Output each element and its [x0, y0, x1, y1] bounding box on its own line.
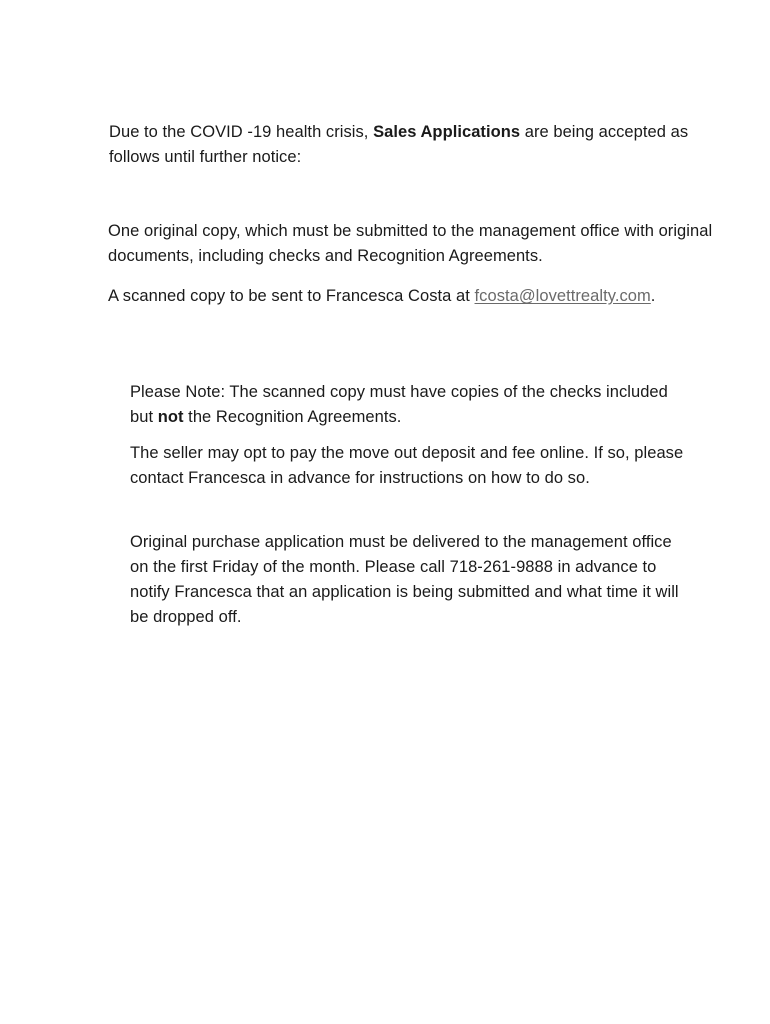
intro-paragraph — [109, 120, 689, 170]
scanned-copy-text: A scanned copy to be sent to Francesca Costa at — [108, 287, 475, 305]
scanned-copy-period: . — [650, 287, 656, 305]
scanned-copy-paragraph — [108, 284, 728, 309]
note-delivery-instructions: Original purchase application must be delivered to the management office on the first Friday of the month. Please call 718-261-9888 in advance to notify Francesca that an application is being submitted and what time it will be dropped off. — [130, 533, 679, 626]
intro-prefix: Due to the COVID -19 health crisis, — [109, 123, 374, 141]
note1-emphasis: not — [157, 408, 184, 426]
sales-applications-label: Sales Applications — [373, 123, 521, 141]
intro-suffix: are being accepted as follows until further notice: — [109, 123, 689, 166]
note1-suffix: the Recognition Agreements. — [183, 408, 402, 426]
note1-prefix: Please Note: The scanned copy must have copies of the checks included but — [130, 383, 668, 426]
original-copy-paragraph: One original copy, which must be submitted to the management office with original documents, including checks and Recognition Agreements. — [108, 222, 713, 265]
note-scanned-copy — [130, 380, 690, 430]
email-link[interactable]: fcosta@lovettrealty.com — [474, 287, 651, 305]
note-online-payment: The seller may opt to pay the move out deposit and fee online. If so, please contact Francesca in advance for instructions on how to do so. — [130, 444, 684, 487]
